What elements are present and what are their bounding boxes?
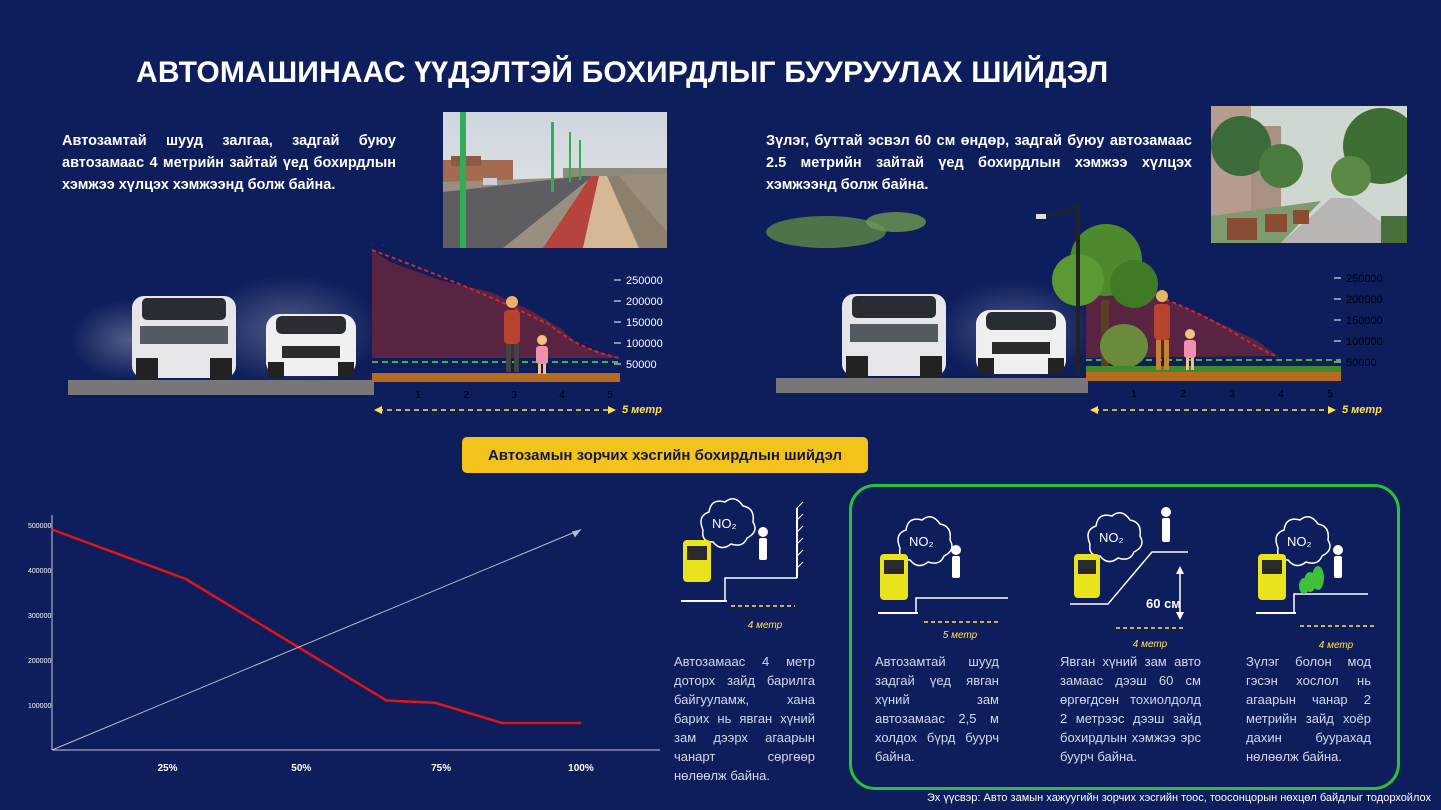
scale-label: 100000 — [626, 338, 663, 350]
scale-label: 250000 — [626, 275, 663, 287]
x-tick-label: 75% — [431, 763, 452, 774]
person-icon — [1333, 545, 1343, 555]
person-icon — [951, 545, 961, 555]
scenario-caption: Автозамаас 4 метр доторх зайд барилга байгууламж, хана барих нь явган хүний зам дээрх агаарын чанарт сөргөөр нөлөөлж байна. — [674, 654, 815, 783]
scenario-raised-diagram — [1062, 500, 1202, 650]
left-description: Автозамтай шууд залгаа, задгай буюу автозамаас 4 метрийн зайтай үед бохирдлын хэмжээ хүлцэх хэмжээнд болж байна. — [62, 133, 396, 193]
scale-label: 250000 — [1346, 273, 1383, 285]
page-title: АВТОМАШИНААС ҮҮДЭЛТЭЙ БОХИРДЛЫГ БУУРУУЛАХ ШИЙДЭЛ — [136, 56, 1109, 89]
scale-label: 150000 — [1346, 315, 1383, 327]
reference-series-line — [52, 530, 581, 751]
scenario-open-diagram — [872, 508, 1012, 648]
y-tick-label: 200000 — [28, 658, 52, 665]
distance-label: 3 — [511, 390, 517, 401]
scenario-wall-diagram — [675, 490, 815, 640]
scenario-caption: Зүлэг болон мод гэсэн хослол нь агаарын чанар 2 метрийн зайд хоёр дахин буурахад нөлөөлж байна. — [1246, 654, 1371, 764]
x-tick-label: 50% — [291, 763, 312, 774]
right-description: Зүлэг, буттай эсвэл 60 см өндөр, задгай буюу автозамаас 2.5 метрийн зайтай үед бохирдлын хэмжээ хүлцэх хэмжээнд болж байна. — [766, 133, 1192, 193]
pollution-series-line — [52, 530, 581, 724]
series-arrowhead — [572, 530, 581, 538]
distance-label: 4 — [559, 390, 565, 401]
foliage — [766, 212, 926, 248]
scale-label: 200000 — [1346, 294, 1383, 306]
scenario-caption: Явган хүний зам авто замаас дээш 60 см өргөгдсөн тохиолдолд 2 метрээс дээш зайд бохирдлын хэмжээ эрс буурч байна. — [1060, 654, 1201, 764]
scale-label: 200000 — [626, 296, 663, 308]
height-label: 60 см — [1146, 596, 1181, 611]
shrub — [1100, 324, 1148, 368]
distance-label: 2 — [1180, 389, 1186, 400]
scale-label: 50000 — [1346, 357, 1377, 369]
section-banner: Автозамын зорчих хэсгийн бохирдлын шийдэл — [462, 437, 868, 473]
distance-label: 5 — [607, 390, 613, 401]
y-tick-label: 300000 — [28, 613, 52, 620]
pollution-line-chart — [20, 505, 670, 785]
pollution-area — [372, 250, 620, 358]
distance-label: 2 — [463, 390, 469, 401]
no2-label: NO₂ — [909, 534, 934, 549]
scale-label: 50000 — [626, 359, 657, 371]
sedan-car — [266, 314, 356, 378]
source-note: Эх үүсвэр: Авто замын хажуугийн зорчих хэсгийн тоос, тоосонцорын нөхцөл байдлыг тодорхойлох — [926, 792, 1431, 804]
distance-label: 4 — [1278, 389, 1284, 400]
x-tick-label: 100% — [568, 763, 594, 774]
scenario-greenery-diagram — [1250, 508, 1390, 658]
sedan-car — [976, 310, 1066, 374]
no2-label: NO₂ — [712, 516, 737, 531]
suv-car — [842, 294, 946, 378]
shrub-icon — [1299, 566, 1324, 594]
no2-label: NO₂ — [1287, 534, 1312, 549]
road-sidewalk-photo — [443, 112, 667, 248]
right-road-scene — [766, 200, 1406, 430]
person-icon — [758, 527, 768, 537]
no2-label: NO₂ — [1099, 530, 1124, 545]
x-tick-label: 25% — [157, 763, 178, 774]
scenario-caption: Автозамтай шууд задгай үед явган хүний зам автозамаас 2,5 м холдох бүрд буурч байна. — [875, 654, 999, 764]
scale-label: 150000 — [626, 317, 663, 329]
left-road-scene — [60, 240, 680, 430]
distance-label: 1 — [415, 390, 421, 401]
y-tick-label: 500000 — [28, 523, 52, 530]
y-tick-label: 400000 — [28, 568, 52, 575]
distance-label: 1 — [1131, 389, 1137, 400]
suv-car — [132, 296, 236, 380]
distance-label: 4 метр — [1318, 640, 1354, 651]
distance-unit: 5 метр — [1342, 404, 1382, 416]
distance-label: 4 метр — [1132, 639, 1168, 650]
person-icon — [1161, 507, 1171, 517]
scale-label: 100000 — [1346, 336, 1383, 348]
distance-label: 5 — [1327, 389, 1333, 400]
y-tick-label: 100000 — [28, 703, 52, 710]
distance-label: 5 метр — [942, 630, 978, 641]
distance-label: 3 — [1229, 389, 1235, 400]
distance-label: 4 метр — [747, 620, 783, 631]
distance-unit: 5 метр — [622, 404, 662, 416]
